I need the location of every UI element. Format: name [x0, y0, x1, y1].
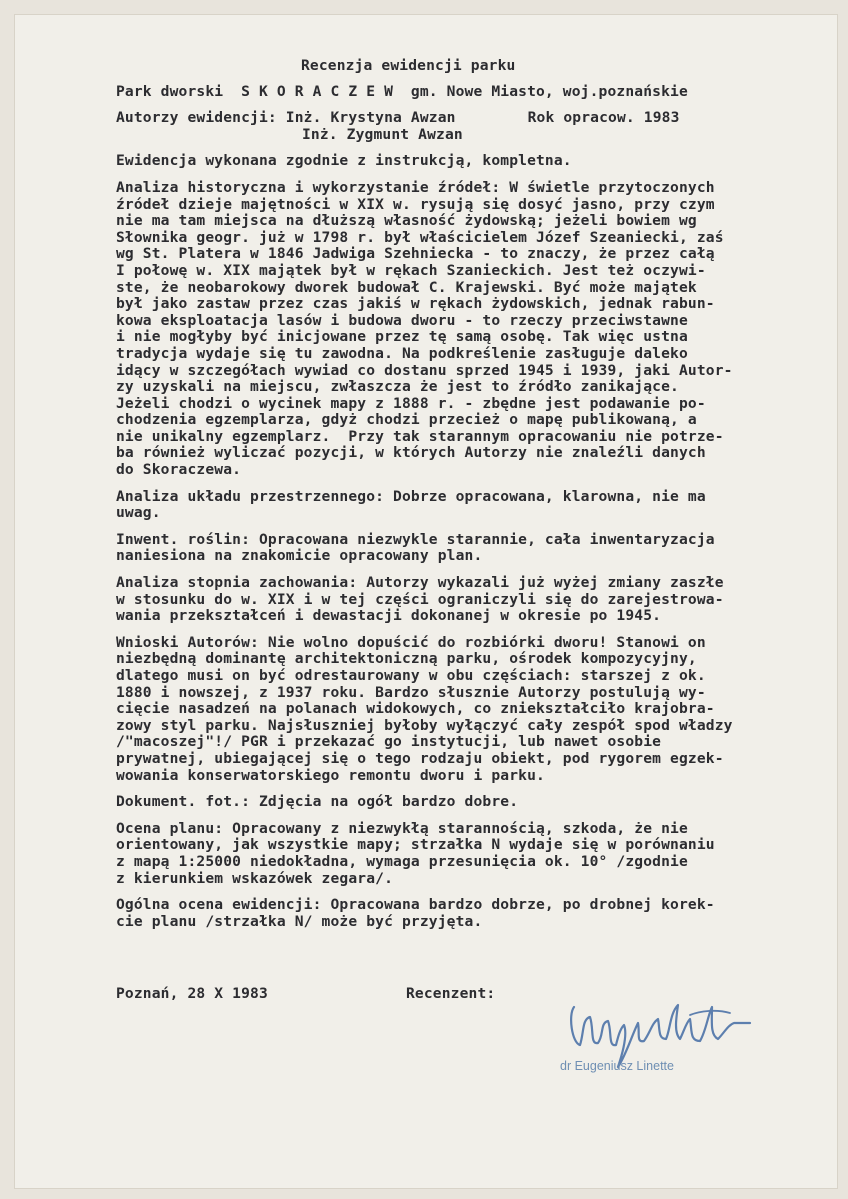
paragraph	[116, 532, 816, 565]
text-line: Analiza historyczna i wykorzystanie źródeł: W świetle przytoczonych	[116, 178, 715, 196]
text-line: idący w szczegółach wywiad co dostanu sprzed 1945 i 1939, jaki Autor-	[116, 361, 733, 379]
text-line: orientowany, jak wszystkie mapy; strzałka N wydaje się w porównaniu	[116, 836, 715, 854]
text-line: nie ma tam miejsca na dłuższą własność żydowską; jeżeli bowiem wg	[116, 212, 697, 230]
text-line: chodzenia egzemplarza, gdyż chodzi przecież o mapę publikowaną, a	[116, 411, 697, 429]
authors-label: Autorzy ewidencji:	[116, 109, 277, 127]
text-line: z kierunkiem wskazówek zegara/.	[116, 869, 394, 887]
text-line: tradycja wydaje się tu zawodna. Na podkreślenie zasługuje daleko	[116, 344, 688, 362]
text-line: wowania konserwatorskiego remontu dworu i parku.	[116, 766, 545, 784]
text-line: Analiza stopnia zachowania: Autorzy wykazali już wyżej zmiany zaszłe	[116, 574, 724, 592]
park-line: Park dworski S K O R A C Z E W gm. Nowe Miasto, woj.poznańskie	[116, 82, 688, 100]
text-line: wania przekształceń i dewastacji dokonanej w okresie po 1945.	[116, 607, 662, 625]
text-line: 1880 i nowszej, z 1937 roku. Bardzo słusznie Autorzy postulują wy-	[116, 683, 706, 701]
text-line: cie planu /strzałka N/ może być przyjęta.	[116, 912, 483, 930]
text-line: uwag.	[116, 504, 161, 522]
text-line: Ocena planu: Opracowany z niezwykłą starannością, szkoda, że nie	[116, 819, 688, 837]
paragraph	[116, 180, 816, 479]
text-line: /"macoszej"!/ PGR i przekazać go instytucji, lub nawet osobie	[116, 733, 662, 751]
authors-line-2	[116, 127, 816, 144]
author-2: Inż. Zygmunt Awzan	[302, 125, 463, 143]
text-line: Słownika geogr. już w 1798 r. był właścicielem Józef Szeaniecki, zaś	[116, 228, 724, 246]
text-line: nie unikalny egzemplarz. Przy tak starannym opracowaniu nie potrze-	[116, 427, 724, 445]
paragraph	[116, 821, 816, 887]
paragraph	[116, 897, 816, 930]
paragraph	[116, 575, 816, 625]
place-date: Poznań, 28 X 1983	[116, 985, 268, 1002]
typed-document	[116, 58, 816, 930]
text-line: Dokument. fot.: Zdjęcia na ogół bardzo dobre.	[116, 793, 519, 811]
reviewer-stamp-name: dr Eugeniusz Linette	[560, 1059, 674, 1073]
text-line: dlatego musi on być odrestaurowany w obu częściach: starszej z ok.	[116, 667, 706, 684]
text-line: w stosunku do w. XIX i w tej części ograniczyli się do zarejestrowa-	[116, 590, 724, 608]
text-line: z mapą 1:25000 niedokładna, wymaga przesunięcia ok. 10° /zgodnie	[116, 852, 688, 870]
text-line: Jeżeli chodzi o wycinek mapy z 1888 r. - zbędne jest podawanie po-	[116, 394, 706, 412]
text-line: naniesiona na znakomicie opracowany plan.	[116, 547, 483, 565]
text-line: i nie mogłyby być inicjowane przez tę samą osobę. Tak więc ustna	[116, 328, 688, 346]
text-line: zowy styl parku. Najsłuszniej byłoby wyłączyć cały zespół spod władzy	[116, 716, 733, 734]
reviewer-label: Recenzent:	[406, 985, 496, 1002]
text-line: do Skoraczewa.	[116, 461, 242, 479]
text-line: I połowę w. XIX majątek był w rękach Szanieckich. Jest też oczywi-	[116, 261, 706, 279]
text-line: Ogólna ocena ewidencji: Opracowana bardzo dobrze, po drobnej korek-	[116, 896, 715, 914]
text-line: ba również wyliczać pozycji, w których Autorzy nie znaleźli danych	[116, 444, 706, 462]
text-line: Inwent. roślin: Opracowana niezwykle starannie, cała inwentaryzacja	[116, 530, 715, 548]
review-paragraphs	[116, 180, 816, 930]
paragraph	[116, 489, 816, 522]
text-line: ste, że neobarokowy dworek budował C. Krajewski. Być może majątek	[116, 278, 697, 296]
authors-line-1	[116, 110, 816, 127]
text-line: wg St. Platera w 1846 Jadwiga Szehniecka - to znaczy, że przez całą	[116, 245, 715, 263]
author-1: Inż. Krystyna Awzan	[285, 109, 456, 127]
text-line: cięcie nasadzeń na polanach widokowych, co zniekształciło krajobra-	[116, 700, 715, 718]
authors-block	[116, 110, 816, 143]
text-line: był jako zastaw przez czas jakiś w rękach żydowskich, jednak rabun-	[116, 295, 715, 313]
text-line: prywatnej, ubiegającej się o tego rodzaju obiekt, pod rygorem egzek-	[116, 749, 724, 767]
year-of-study: Rok opracow. 1983	[527, 109, 680, 127]
text-line: źródeł dzieje majętności w XIX w. rysują się dosyć jasno, przy czym	[116, 195, 715, 213]
handwritten-signature	[560, 985, 760, 1095]
text-line: zy uzyskali na miejscu, zwłaszcza że jest to źródło zanikające.	[116, 378, 679, 396]
text-line: Wnioski Autorów: Nie wolno dopuścić do rozbiórki dworu! Stanowi on	[116, 633, 706, 651]
document-title: Recenzja ewidencji parku	[301, 57, 516, 74]
paragraph	[116, 635, 816, 784]
paragraph	[116, 794, 816, 811]
text-line: Analiza układu przestrzennego: Dobrze opracowana, klarowna, nie ma	[116, 487, 706, 505]
text-line: niezbędną dominantę architektoniczną parku, ośrodek kompozycyjny,	[116, 650, 697, 668]
intro-line: Ewidencja wykonana zgodnie z instrukcją, kompletna.	[116, 152, 572, 170]
text-line: kowa eksploatacja lasów i budowa dworu - to rzeczy przeciwstawne	[116, 311, 688, 329]
